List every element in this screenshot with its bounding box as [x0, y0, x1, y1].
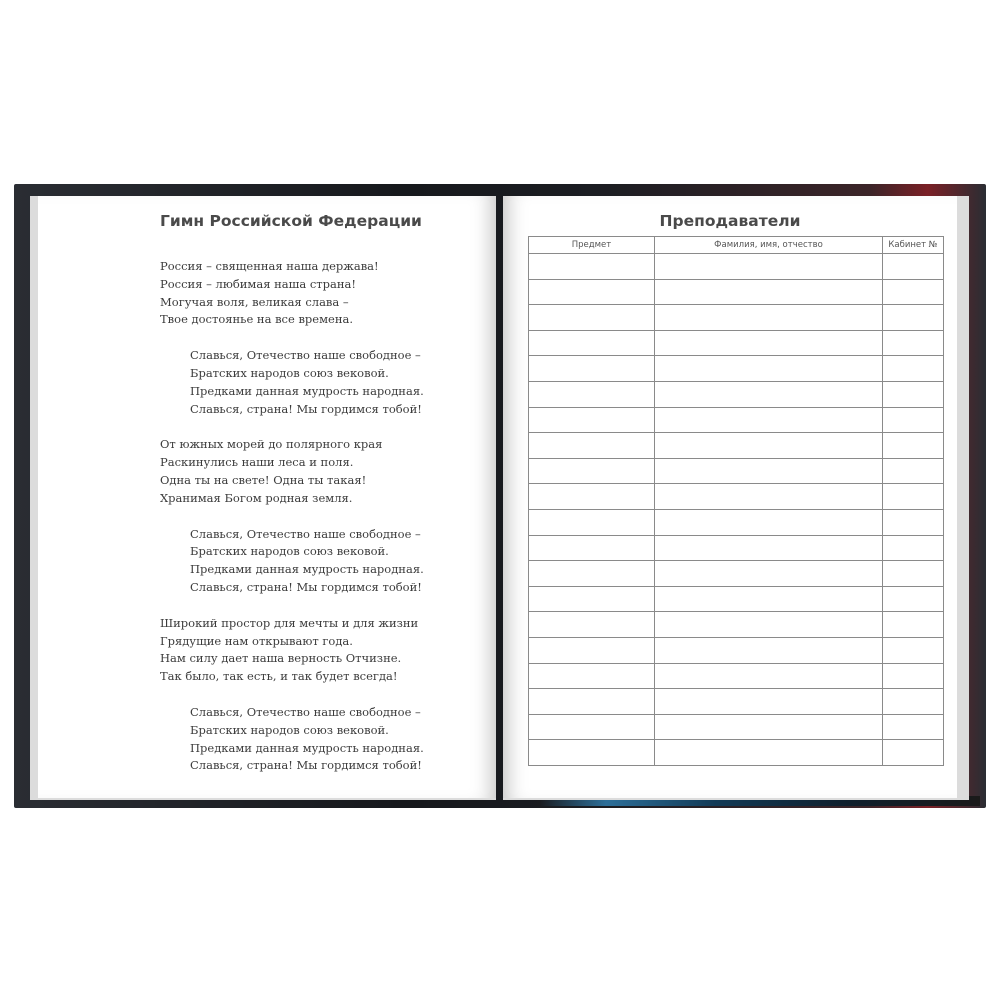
verse-line: Раскинулись наши леса и поля.	[160, 455, 354, 470]
name-cell	[655, 509, 883, 535]
verse-line: Хранимая Богом родная земля.	[160, 490, 353, 505]
name-cell	[655, 663, 883, 689]
chorus-line: Предками данная мудрость народная.	[190, 562, 424, 577]
room-cell	[883, 509, 944, 535]
table-row	[529, 586, 944, 612]
subject-cell	[529, 433, 655, 459]
verse-stanza	[160, 436, 424, 507]
room-cell	[883, 663, 944, 689]
subject-cell	[529, 356, 655, 382]
table-row	[529, 535, 944, 561]
subject-cell	[529, 279, 655, 305]
chorus-line: Славься, Отечество наше свободное –	[190, 348, 421, 363]
room-cell	[883, 586, 944, 612]
chorus-line: Братских народов союз вековой.	[190, 365, 389, 380]
name-cell	[655, 305, 883, 331]
room-cell	[883, 433, 944, 459]
subject-cell	[529, 458, 655, 484]
table-row	[529, 637, 944, 663]
chorus-line: Славься, страна! Мы гордимся тобой!	[190, 401, 422, 416]
table-row	[529, 484, 944, 510]
subject-cell	[529, 381, 655, 407]
name-cell	[655, 740, 883, 766]
chorus-line: Братских народов союз вековой.	[190, 544, 389, 559]
chorus-stanza	[160, 526, 424, 597]
room-cell	[883, 254, 944, 280]
table-row	[529, 509, 944, 535]
subject-cell	[529, 663, 655, 689]
table-row	[529, 279, 944, 305]
chorus-stanza	[160, 704, 424, 775]
room-cell	[883, 714, 944, 740]
table-row	[529, 356, 944, 382]
table-row	[529, 458, 944, 484]
name-cell	[655, 689, 883, 715]
chorus-line: Предками данная мудрость народная.	[190, 740, 424, 755]
name-cell	[655, 561, 883, 587]
chorus-line: Славься, Отечество наше свободное –	[190, 704, 421, 719]
name-cell	[655, 484, 883, 510]
room-cell	[883, 458, 944, 484]
name-cell	[655, 381, 883, 407]
table-row	[529, 663, 944, 689]
teachers-table-body	[529, 254, 944, 766]
verse-line: Нам силу дает наша верность Отчизне.	[160, 651, 402, 666]
table-row	[529, 714, 944, 740]
name-cell	[655, 279, 883, 305]
verse-stanza	[160, 615, 424, 686]
table-row	[529, 433, 944, 459]
verse-line: Могучая воля, великая слава –	[160, 294, 349, 309]
right-page	[503, 196, 957, 798]
room-cell	[883, 637, 944, 663]
chorus-line: Предками данная мудрость народная.	[190, 383, 424, 398]
subject-cell	[529, 484, 655, 510]
subject-cell	[529, 612, 655, 638]
subject-cell	[529, 305, 655, 331]
verse-line: Твое достоянье на все времена.	[160, 312, 354, 327]
subject-cell	[529, 254, 655, 280]
table-row	[529, 689, 944, 715]
table-header-row	[529, 237, 944, 254]
name-cell	[655, 612, 883, 638]
name-cell	[655, 254, 883, 280]
name-cell	[655, 714, 883, 740]
verse-line: Широкий простор для мечты и для жизни	[160, 615, 419, 630]
column-header-name: Фамилия, имя, отчество	[655, 237, 883, 254]
room-cell	[883, 535, 944, 561]
verse-line: Одна ты на свете! Одна ты такая!	[160, 472, 367, 487]
verse-line: Россия – священная наша держава!	[160, 259, 379, 273]
name-cell	[655, 433, 883, 459]
room-cell	[883, 279, 944, 305]
room-cell	[883, 356, 944, 382]
name-cell	[655, 407, 883, 433]
table-row	[529, 381, 944, 407]
column-header-room: Кабинет №	[883, 237, 944, 254]
room-cell	[883, 740, 944, 766]
subject-cell	[529, 407, 655, 433]
chorus-line: Славься, страна! Мы гордимся тобой!	[190, 579, 422, 594]
room-cell	[883, 561, 944, 587]
subject-cell	[529, 561, 655, 587]
subject-cell	[529, 586, 655, 612]
table-row	[529, 612, 944, 638]
room-cell	[883, 407, 944, 433]
name-cell	[655, 586, 883, 612]
teachers-table	[528, 236, 944, 766]
subject-cell	[529, 689, 655, 715]
room-cell	[883, 381, 944, 407]
subject-cell	[529, 509, 655, 535]
table-row	[529, 254, 944, 280]
name-cell	[655, 356, 883, 382]
column-header-subject: Предмет	[529, 237, 655, 254]
subject-cell	[529, 637, 655, 663]
verse-line: Грядущие нам открывают года.	[160, 633, 353, 648]
subject-cell	[529, 535, 655, 561]
chorus-stanza	[160, 347, 424, 418]
chorus-line: Славься, Отечество наше свободное –	[190, 526, 421, 541]
name-cell	[655, 458, 883, 484]
room-cell	[883, 689, 944, 715]
name-cell	[655, 535, 883, 561]
table-row	[529, 407, 944, 433]
subject-cell	[529, 740, 655, 766]
subject-cell	[529, 330, 655, 356]
room-cell	[883, 484, 944, 510]
name-cell	[655, 330, 883, 356]
subject-cell	[529, 714, 655, 740]
chorus-line: Братских народов союз вековой.	[190, 722, 389, 737]
anthem-title: Гимн Российской Федерации	[160, 212, 422, 230]
anthem-verses	[160, 258, 424, 793]
table-row	[529, 305, 944, 331]
name-cell	[655, 637, 883, 663]
chorus-line: Славься, страна! Мы гордимся тобой!	[190, 758, 422, 773]
room-cell	[883, 612, 944, 638]
teachers-title: Преподаватели	[659, 212, 801, 230]
verse-line: От южных морей до полярного края	[160, 437, 383, 452]
room-cell	[883, 330, 944, 356]
table-row	[529, 330, 944, 356]
verse-line: Россия – любимая наша страна!	[160, 276, 357, 291]
verse-line: Так было, так есть, и так будет всегда!	[160, 669, 398, 684]
table-row	[529, 561, 944, 587]
room-cell	[883, 305, 944, 331]
verse-stanza	[160, 258, 424, 329]
table-row	[529, 740, 944, 766]
left-page	[38, 196, 496, 798]
